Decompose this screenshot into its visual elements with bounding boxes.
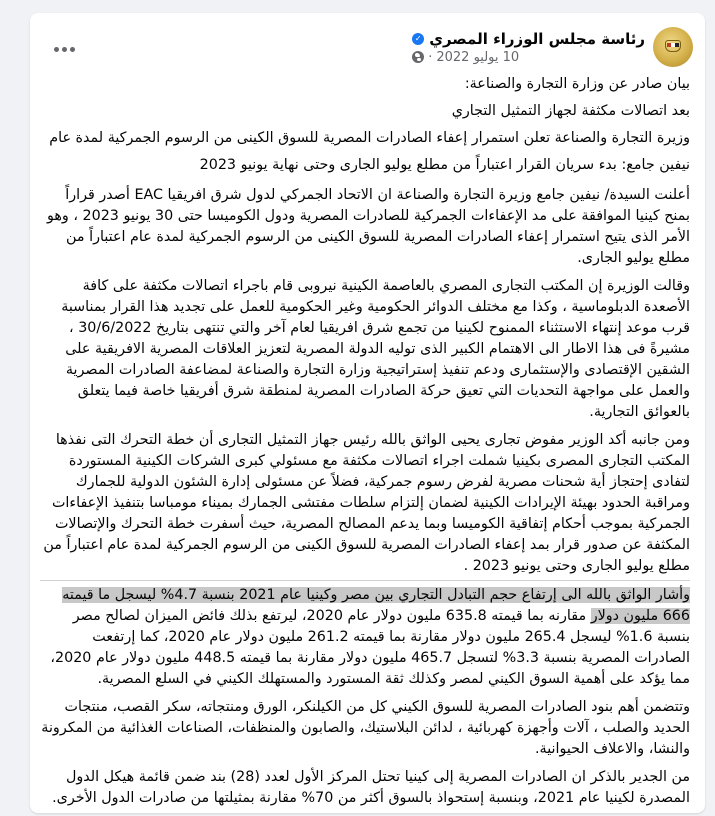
page-name-row [412, 30, 645, 48]
egypt-eagle-emblem-icon [665, 38, 681, 56]
post-date-link[interactable]: 10 يوليو 2022 [436, 49, 520, 65]
paragraph-export-items: وتتضمن أهم بنود الصادرات المصرية للسوق الكيني كل من الكيلنكر، الورق ومنتجاته، سكر القصب، منتجات الحديد والصلب ، آلات وأجهزة كهربائية ، لدائن البلاستيك، والصابون والمنظفات، الصناعات الغذائية من المكرونة والنشا، والاعلاف الحيوانية. [41, 699, 690, 757]
verified-badge-icon: ✓ [412, 33, 424, 45]
page-name-link[interactable]: رئاسة مجلس الوزراء المصري [429, 29, 645, 48]
paragraph-minister-statement: وقالت الوزيرة إن المكتب التجارى المصري بالعاصمة الكينية نيروبى قام باجراء اتصالات مكثفة على كافة الأصعدة الدبلوماسية ، وكذا مع مختلف الدوائر الحكومية وغير الحكومية للعمل على تجديد هذا القرار بمناسبة قرب موعد إنتهاء الاستثناء الممنوح لكينيا من تجمع شرق افريقيا لعام آخر والتي تنتهى بتاريخ 30/6/2022 ، مشيرةً فى هذا الاطار الى الاهتمام الكبير الذى توليه الدولة المصرية لتعزيز العلاقات المصرية الافريقية على الشقين الإقتصادى والإستثمارى ودعم تنفيذ إستراتيجية وزارة التجارة والصناعة لمضاعفة الصادرات المصرية والعمل على مواجهة التحديات التي تعيق حركة الصادرات المصرية لمنطقة شرق أفريقيا خاصة فيما يتعلق بالعوائق التجارية. [61, 278, 690, 420]
globe-icon[interactable] [412, 51, 424, 63]
post-timestamp-row [412, 50, 519, 65]
paragraph-trade-representation: ومن جانبه أكد الوزير مفوض تجارى يحيى الواثق بالله رئيس جهاز التمثيل التجارى أن خطة التحرك التى نفذها المكتب التجارى المصرى بكينيا شملت اجراء اتصالات مكثفة مع مسئولي كبرى الشركات الكينية المستوردة لتفادى إحتجاز أية شحنات مصرية لفرض رسوم جمركية، فضلاً عن مسئولى إدارة الشئون الدولية للجمارك ومراقبة الحدود بهيئة الإيرادات الكينية لضمان إلتزام سلطات مفتشى الجمارك بميناء مومباسا بتنفيذ الإعفاءات الجمركية بموجب أحكام إتفاقية الكوميسا وبما يدعم المصالح المصرية، حيث أسفرت خطة التحرك والإتصالات المكثفة عن صدور قرار بمد إعفاء الصادرات المصرية للسوق الكينى من الرسوم الجمركية لمدة عام اعتباراً من مطلع يوليو الجارى وحتى يونيو 2023 . [43, 432, 690, 574]
avatar[interactable] [653, 27, 693, 67]
intro-line-1: بيان صادر عن وزارة التجارة والصناعة: [464, 76, 690, 92]
paragraph-trade-figures-rest: مقارنه بما قيمته 635.8 مليون دولار عام 2020، ليرتفع بذلك فائض الميزان لصالح مصر بنسبة 1.6% ليسجل 265.4 مليون دولار مقارنة بما قيمته 261.2 مليون دولار عام 2020، كما إرتفعت الصادرات المصرية بنسبة 3.3% لتسجل 465.7 مليون دولار مقارنة بما قيمته 448.5 مليون دولار عام 2020، مما يؤكد على أهمية السوق الكيني لمصر وكذلك ثقة المستورد والمستهلك الكيني في السلع المصرية. [50, 608, 690, 687]
post-meta [412, 30, 645, 65]
more-options-icon [70, 47, 75, 52]
intro-line-4: نيفين جامع: بدء سريان القرار اعتباراً من مطلع يوليو الجارى وحتى نهاية يونيو 2023 [199, 157, 690, 173]
intro-line-2: بعد اتصالات مكثفة لجهاز التمثيل التجاري [451, 103, 690, 119]
paragraph-announcement: أعلنت السيدة/ نيفين جامع وزيرة التجارة والصناعة ان الاتحاد الجمركي لدول شرق افريقيا EAC أصدر قراراً بمنح كينيا الموافقة على مد الإعفاءات الجمركية للصادرات المصرية ودول الكوميسا حتى 30 يونيو 2023 ، وهو الأمر الذى يتيح استمرار إعفاء الصادرات المصرية للسوق الكينى من الرسوم الجمركية لمدة عام اعتباراً من مطلع يوليو الجارى. [46, 187, 690, 266]
post-card [30, 13, 705, 813]
more-options-icon [54, 47, 59, 52]
more-options-icon [62, 47, 67, 52]
paragraph-market-share: من الجدير بالذكر ان الصادرات المصرية إلى كينيا تحتل المركز الأول لعدد (28) بند ضمن قائمة هيكل الدول المصدرة لكينيا عام 2021، وبنسبة إستحواذ بالسوق أكثر من 70% مقارنة بمثيلتها من صادرات الدول الأخرى. [52, 769, 690, 806]
intro-line-3: وزيرة التجارة والصناعة تعلن استمرار إعفاء الصادرات المصرية للسوق الكينى من الرسوم الجمركية لمدة عام [49, 130, 690, 146]
more-options-button[interactable] [54, 47, 75, 52]
post-header [412, 27, 693, 67]
selected-text: وأشار الواثق بالله الى إرتفاع حجم التبادل التجاري بين مصر وكينيا عام 2021 بنسبة 4.7% ليسجل ما قيمته 666 مليون دولار [62, 587, 690, 624]
post-body [40, 73, 690, 816]
divider [40, 580, 690, 581]
separator: · [428, 49, 433, 65]
paragraph-trade-figures [40, 585, 690, 690]
